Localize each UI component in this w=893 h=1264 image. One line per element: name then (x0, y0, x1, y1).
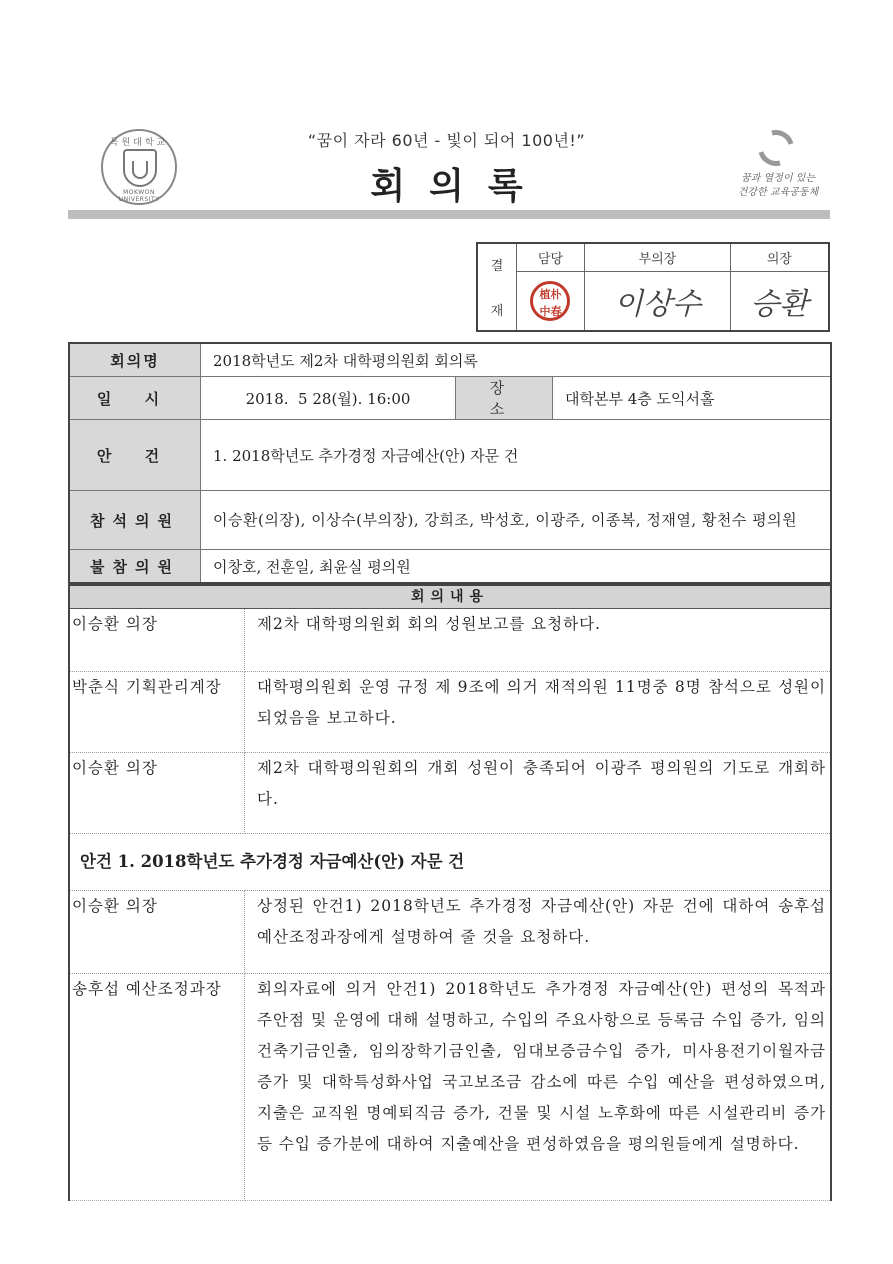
minutes-content: 대학평의원회 운영 규정 제 9조에 의거 재적의원 11명중 8명 참석으로 성원이 되었음을 보고하다. (245, 672, 832, 753)
logo-caption-line1: 꿈과 열정이 있는 (741, 173, 815, 184)
header-divider (68, 210, 830, 219)
meeting-name-label: 회의명 (69, 343, 201, 377)
absentees-label: 불참의원 (69, 550, 201, 584)
signature-chair: 승환 (750, 286, 809, 322)
minutes-row (69, 609, 831, 672)
approval-role-chair: 의장 (730, 243, 829, 271)
location-label: 장 소 (456, 377, 553, 420)
document-title: 회의록 (370, 166, 547, 207)
slogan: “꿈이 자라 60년 - 빛이 되어 100년!” (307, 131, 586, 150)
minutes-content: 상정된 안건1) 2018학년도 추가경정 자금예산(안) 자문 건에 대하여 송후섭 예산조정과장에게 설명하여 줄 것을 요청하다. (245, 891, 832, 974)
minutes-speaker: 박춘식 기획관리계장 (69, 672, 245, 753)
minutes-row (69, 753, 831, 834)
agenda-label: 안 건 (69, 420, 201, 491)
agenda-value: 1. 2018학년도 추가경정 자금예산(안) 자문 건 (201, 420, 832, 491)
community-logo (728, 128, 828, 208)
minutes-speaker: 이승환 의장 (69, 891, 245, 974)
minutes-content: 제2차 대학평의원회의 개회 성원이 충족되어 이광주 평의원의 기도로 개회하다. (245, 753, 832, 834)
approval-vice-chair-cell (584, 271, 730, 331)
meeting-name: 2018학년도 제2차 대학평의원회 회의록 (201, 343, 832, 377)
approval-chair-cell (730, 271, 829, 331)
minutes-speaker: 송후섭 예산조정과장 (69, 974, 245, 1201)
approval-role-vice-chair: 부의장 (584, 243, 730, 271)
seal-stamp-icon: 植朴 中春 (530, 281, 570, 321)
minutes-table (68, 584, 832, 1201)
minutes-speaker: 이승환 의장 (69, 609, 245, 672)
location-value: 대학본부 4층 도익서홀 (553, 377, 832, 420)
approval-staff-cell (517, 271, 585, 331)
agenda-heading: 안건 1. 2018학년도 추가경정 자금예산(안) 자문 건 (69, 834, 831, 891)
approval-role-staff: 담당 (517, 243, 585, 271)
datetime-label: 일 시 (69, 377, 201, 420)
logo-top-text: 목원대학교 (109, 138, 169, 148)
approval-side-label (477, 243, 517, 331)
approval-label-top: 결 (490, 259, 504, 274)
signature-vice-chair: 이상수 (613, 286, 701, 322)
absentees-value: 이창호, 전훈일, 최윤실 평의원 (201, 550, 832, 584)
attendees-value: 이승환(의장), 이상수(부의장), 강희조, 박성호, 이광주, 이종복, 정재열, 황천수 평의원 (201, 491, 832, 550)
attendees-label: 참석의원 (69, 491, 201, 550)
swirl-emblem-icon (751, 123, 800, 172)
minutes-row (69, 672, 831, 753)
minutes-row (69, 974, 831, 1201)
logo-caption-line2: 건강한 교육공동체 (737, 187, 819, 198)
logo-bottom-text: MOKWON UNIVERSITY (118, 189, 160, 203)
minutes-speaker: 이승환 의장 (69, 753, 245, 834)
minutes-row (69, 891, 831, 974)
minutes-content: 회의자료에 의거 안건1) 2018학년도 추가경정 자금예산(안) 편성의 목적과 주안점 및 운영에 대해 설명하고, 수입의 주요사항으로 등록금 수입 증가, 임의건축기금인출, 임의장학기금인출, 임대보증금수입 증가, 미사용전기이월자금 증가 및 대학특성화사업 국고보조금 감소에 따른 수입 예산을 편성하였으며, 지출은 교직원 명예퇴직금 증가, 건물 및 시설 노후화에 따른 시설관리비 증가 등 수입 증가분에 대하여 지출예산을 편성하였음을 평의원들에게 설명하다. (245, 974, 832, 1201)
meeting-info-table (68, 342, 832, 584)
minutes-content: 제2차 대학평의원회 회의 성원보고를 요청하다. (245, 609, 832, 672)
datetime-value: 2018. 5 28(월). 16:00 (201, 377, 456, 420)
minutes-header: 회의내용 (69, 585, 831, 609)
approval-label-bottom: 재 (490, 304, 504, 319)
approval-box (476, 242, 830, 332)
